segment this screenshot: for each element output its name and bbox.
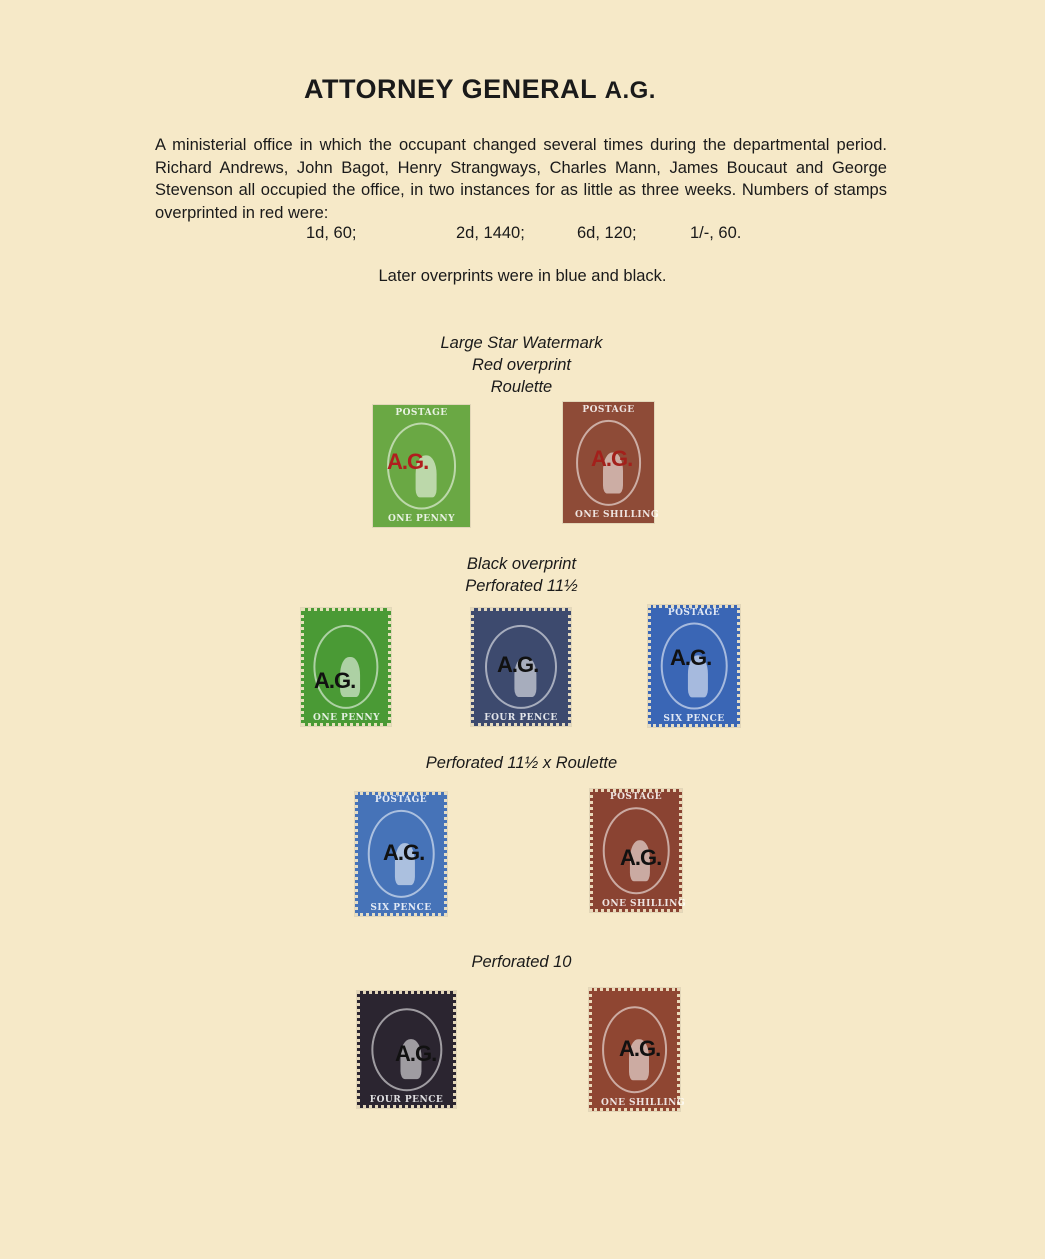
stamp-1s-brown-red-overprint (563, 402, 660, 523)
stamp-overprint: A.G. (620, 845, 662, 870)
stamp-overprint: A.G. (314, 668, 356, 693)
intro-paragraph: A ministerial office in which the occupant changed several times during the departmental period. Richard Andrews, John Bagot, Henry Strangways, Charles Mann, James Boucaut and George Stevenson all occupied the office, in two instances for as little as three weeks. Numbers of stamps overprinted in red were: (155, 136, 887, 222)
stamp-overprint: A.G. (387, 449, 429, 474)
stamp-value-text: SIX PENCE (663, 714, 725, 724)
stamp-value-text: ONE PENNY (387, 514, 456, 524)
section-line: Large Star Watermark (440, 334, 603, 352)
stamp-1d-green-red-overprint (373, 405, 470, 527)
count-1d: 1d, 60; (306, 224, 357, 242)
stamp-value-text: FOUR PENCE (369, 1095, 444, 1105)
section-line: Red overprint (471, 356, 572, 374)
stamp-top-text: POSTAGE (395, 408, 448, 418)
count-6d: 6d, 120; (577, 224, 637, 242)
later-overprints-note: Later overprints were in blue and black. (378, 267, 667, 285)
stamp-value-text: ONE SHILLING (602, 899, 687, 909)
stamp-overprint: A.G. (497, 652, 539, 677)
stamp-overprint: A.G. (670, 645, 712, 670)
page-title (0, 74, 960, 105)
section-heading-perf-10 (0, 951, 1043, 973)
section-line: Perforated 11½ x Roulette (425, 754, 618, 772)
stamp-1s-brown-perf-10 (589, 988, 686, 1111)
section-line: Perforated 11½ (465, 577, 578, 595)
stamp-top-text: POSTAGE (609, 792, 663, 802)
stamp-overprint: A.G. (619, 1036, 661, 1061)
section-line: Black overprint (466, 555, 577, 573)
stamp-1s-brown-perf-roulette (590, 789, 687, 912)
stamp-4d-dark-perf-10 (357, 991, 456, 1108)
stamp-6d-blue-black-overprint (648, 605, 740, 727)
stamp-value-text: SIX PENCE (370, 903, 432, 913)
title-main: ATTORNEY GENERAL (304, 74, 597, 104)
stamp-4d-slate-black-overprint (471, 608, 571, 726)
title-abbrev: A.G. (604, 77, 656, 104)
stamp-6d-blue-perf-roulette (355, 792, 447, 916)
stamp-value-text: FOUR PENCE (484, 713, 558, 723)
section-line: Perforated 10 (471, 953, 572, 971)
count-1s: 1/-, 60. (690, 224, 742, 242)
count-2d: 2d, 1440; (456, 224, 525, 242)
stamp-value-text: ONE SHILLING (575, 510, 660, 520)
stamp-value-text: ONE SHILLING (601, 1098, 686, 1108)
stamp-overprint: A.G. (383, 840, 425, 865)
section-heading-perf-roulette (0, 752, 1043, 774)
section-heading-perf-11-5 (0, 553, 1043, 597)
stamp-top-text: POSTAGE (374, 795, 428, 805)
stamp-top-text: POSTAGE (582, 405, 635, 415)
stamp-1d-green-black-overprint (301, 608, 391, 726)
section-heading-roulette (0, 332, 1043, 398)
stamp-value-text: ONE PENNY (313, 713, 381, 723)
stamp-top-text: POSTAGE (667, 608, 721, 618)
stamp-overprint: A.G. (591, 446, 633, 471)
stamp-overprint: A.G. (395, 1041, 437, 1066)
section-line: Roulette (490, 378, 553, 396)
